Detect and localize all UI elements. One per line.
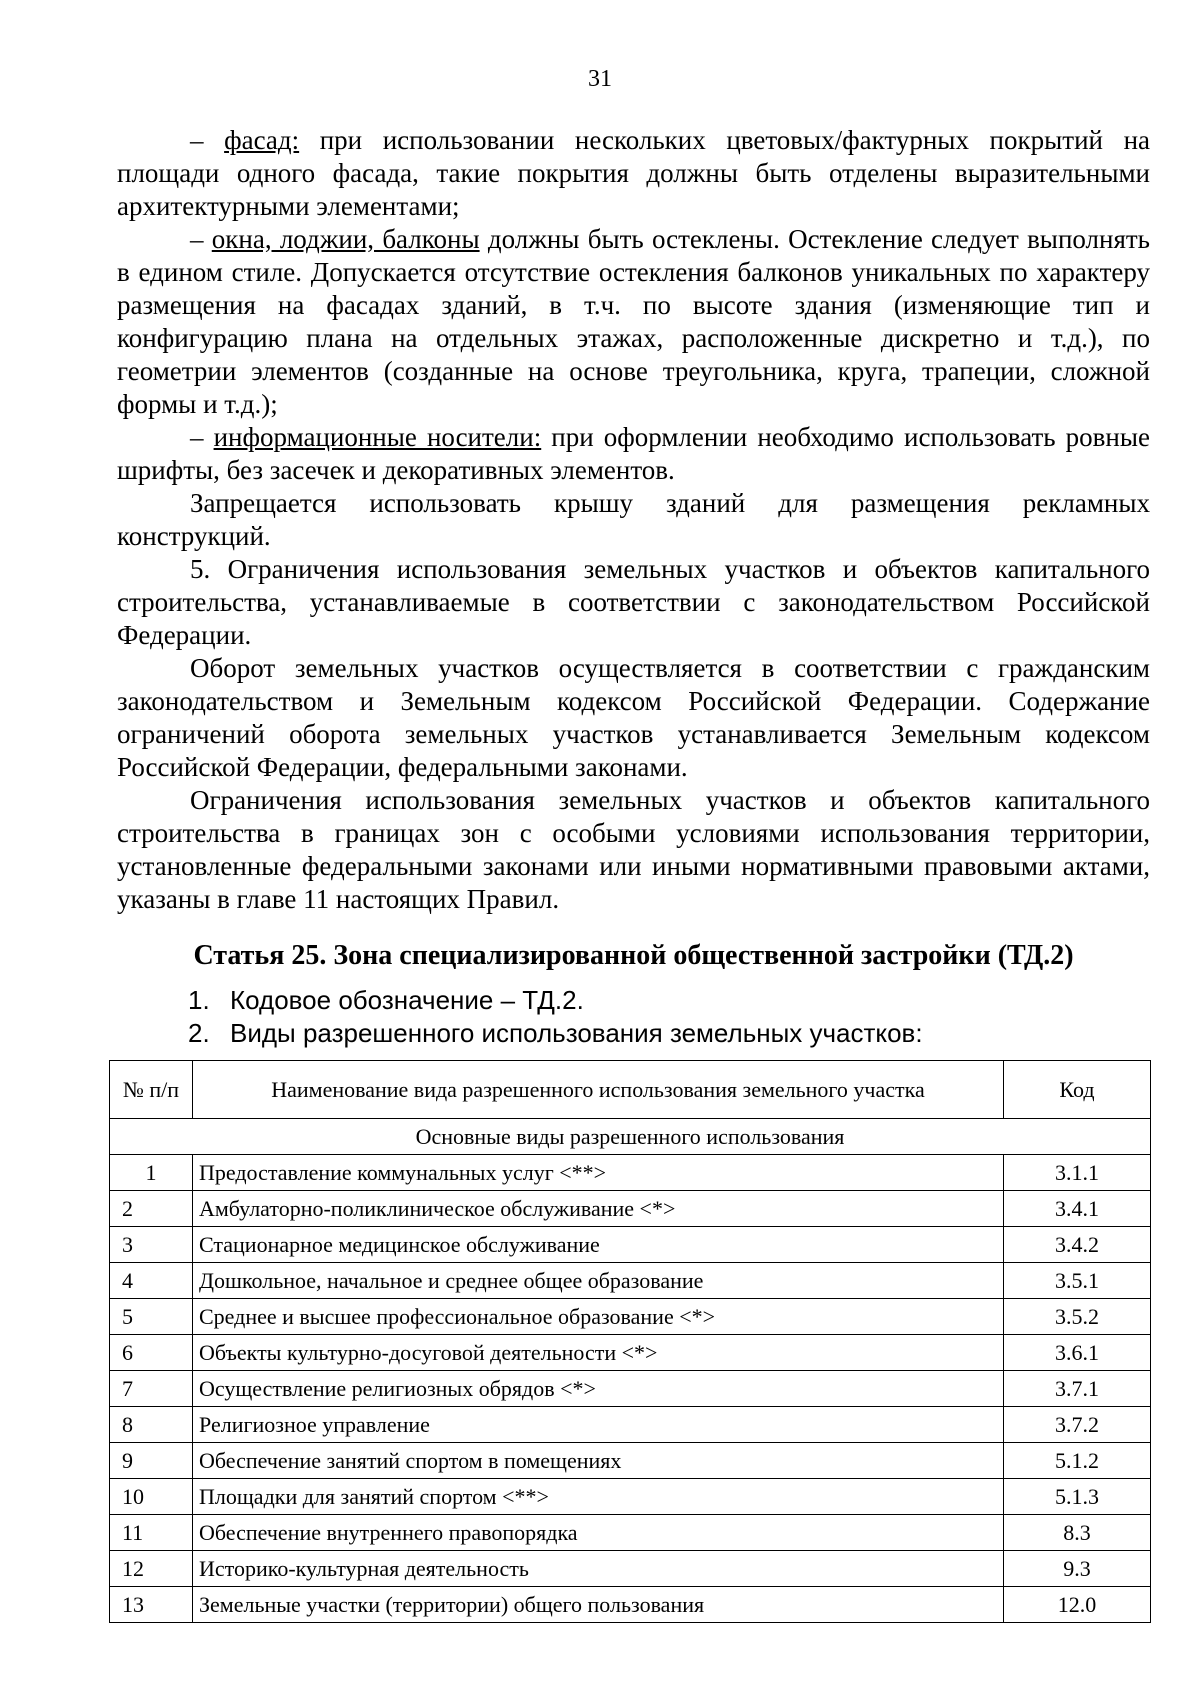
table-row (110, 1551, 1151, 1587)
table-row (110, 1587, 1151, 1623)
list-item-number: 1. (188, 985, 210, 1015)
row-number: 3 (110, 1227, 193, 1263)
row-code: 3.7.1 (1004, 1371, 1151, 1407)
row-number: 9 (110, 1443, 193, 1479)
dash: – (190, 422, 214, 452)
body-text (117, 124, 1150, 916)
row-code: 3.4.1 (1004, 1191, 1151, 1227)
dash: – (190, 224, 212, 254)
row-number: 4 (110, 1263, 193, 1299)
row-code: 3.6.1 (1004, 1335, 1151, 1371)
term-info-carriers: информационные носители: (213, 422, 542, 452)
row-name: Религиозное управление (193, 1407, 1004, 1443)
row-code: 8.3 (1004, 1515, 1151, 1551)
list-item (188, 984, 923, 1017)
dash: – (190, 125, 225, 155)
article-heading: Статья 25. Зона специализированной общественной застройки (ТД.2) (193, 940, 1074, 971)
row-code: 3.7.2 (1004, 1407, 1151, 1443)
paragraph-facade-text: при использовании нескольких цветовых/фактурных покрытий на площади одного фасада, такие покрытия должны быть отделены выразительными архитектурными элементами; (117, 125, 1151, 221)
row-code: 5.1.2 (1004, 1443, 1151, 1479)
row-number: 11 (110, 1515, 193, 1551)
row-code: 3.4.2 (1004, 1227, 1151, 1263)
paragraph-roof-ban: Запрещается использовать крышу зданий для размещения рекламных конструкций. (117, 488, 1150, 551)
table-row (110, 1479, 1151, 1515)
table-header-row (110, 1061, 1151, 1119)
paragraph-windows (117, 223, 1150, 421)
paragraph-info-carriers-text: при оформлении необходимо использовать ровные шрифты, без засечек и декоративных элементов. (117, 422, 1151, 485)
row-name: Дошкольное, начальное и среднее общее образование (193, 1263, 1004, 1299)
row-number: 2 (110, 1191, 193, 1227)
table-row (110, 1371, 1151, 1407)
paragraph-windows-text: должны быть остеклены. Остекление следует выполнять в едином стиле. Допускается отсутствие остекления балконов уникальных по характеру размещения на фасадах зданий, в т.ч. по высоте здания (изменяющие тип и конфигурацию плана на отдельных этажах, расположенные дискретно и т.д.), по геометрии элементов (созданные на основе треугольника, круга, трапеции, сложной формы и т.д.); (117, 224, 1151, 419)
list-item-text: Виды разрешенного использования земельных участков: (230, 1018, 923, 1048)
table-row (110, 1263, 1151, 1299)
section-title: Основные виды разрешенного использования (110, 1119, 1151, 1155)
list-item (188, 1017, 923, 1050)
row-name: Обеспечение занятий спортом в помещениях (193, 1443, 1004, 1479)
header-code: Код (1004, 1061, 1151, 1119)
page-number: 31 (588, 66, 612, 92)
row-name: Предоставление коммунальных услуг <**> (193, 1155, 1004, 1191)
paragraph-restrictions: Ограничения использования земельных участков и объектов капитального строительства в границах зон с особыми условиями использования территории, установленные федеральными законами или иными нормативными правовыми актами, указаны в главе 11 настоящих Правил. (117, 785, 1150, 914)
row-number: 5 (110, 1299, 193, 1335)
row-code: 3.5.1 (1004, 1263, 1151, 1299)
list-item-text: Кодовое обозначение – ТД.2. (230, 985, 584, 1015)
numbered-list (188, 984, 923, 1050)
row-code: 5.1.3 (1004, 1479, 1151, 1515)
row-code: 3.1.1 (1004, 1155, 1151, 1191)
row-number: 8 (110, 1407, 193, 1443)
row-name: Площадки для занятий спортом <**> (193, 1479, 1004, 1515)
term-windows: окна, лоджии, балконы (211, 224, 480, 254)
row-code: 9.3 (1004, 1551, 1151, 1587)
row-number: 7 (110, 1371, 193, 1407)
row-number: 13 (110, 1587, 193, 1623)
row-name: Объекты культурно-досуговой деятельности <*> (193, 1335, 1004, 1371)
table-row (110, 1227, 1151, 1263)
row-name: Среднее и высшее профессиональное образование <*> (193, 1299, 1004, 1335)
row-name: Амбулаторно-поликлиническое обслуживание <*> (193, 1191, 1004, 1227)
table-row (110, 1515, 1151, 1551)
row-code: 3.5.2 (1004, 1299, 1151, 1335)
row-code: 12.0 (1004, 1587, 1151, 1623)
paragraph-info-carriers (117, 421, 1150, 487)
table-row (110, 1299, 1151, 1335)
row-name: Обеспечение внутреннего правопорядка (193, 1515, 1004, 1551)
table-row (110, 1443, 1151, 1479)
row-name: Стационарное медицинское обслуживание (193, 1227, 1004, 1263)
paragraph-facade (117, 124, 1150, 223)
paragraph-land-turnover: Оборот земельных участков осуществляется в соответствии с гражданским законодательством и Земельным кодексом Российской Федерации. Содержание ограничений оборота земельных участков устанавливается Земельным кодексом Российской Федерации, федеральными законами. (117, 653, 1150, 782)
row-name: Осуществление религиозных обрядов <*> (193, 1371, 1004, 1407)
row-name: Историко-культурная деятельность (193, 1551, 1004, 1587)
header-number: № п/п (110, 1061, 193, 1119)
row-number: 1 (110, 1155, 193, 1191)
table-row (110, 1155, 1151, 1191)
table-row (110, 1191, 1151, 1227)
paragraph-item-5: 5. Ограничения использования земельных участков и объектов капитального строительства, устанавливаемые в соответствии с законодательством Российской Федерации. (117, 554, 1150, 650)
list-item-number: 2. (188, 1018, 210, 1048)
row-name: Земельные участки (территории) общего пользования (193, 1587, 1004, 1623)
row-number: 12 (110, 1551, 193, 1587)
table-section-row (110, 1119, 1151, 1155)
permitted-uses-table (109, 1060, 1151, 1623)
term-facade: фасад: (224, 125, 300, 155)
row-number: 6 (110, 1335, 193, 1371)
header-name: Наименование вида разрешенного использования земельного участка (193, 1061, 1004, 1119)
table-row (110, 1407, 1151, 1443)
table-row (110, 1335, 1151, 1371)
row-number: 10 (110, 1479, 193, 1515)
